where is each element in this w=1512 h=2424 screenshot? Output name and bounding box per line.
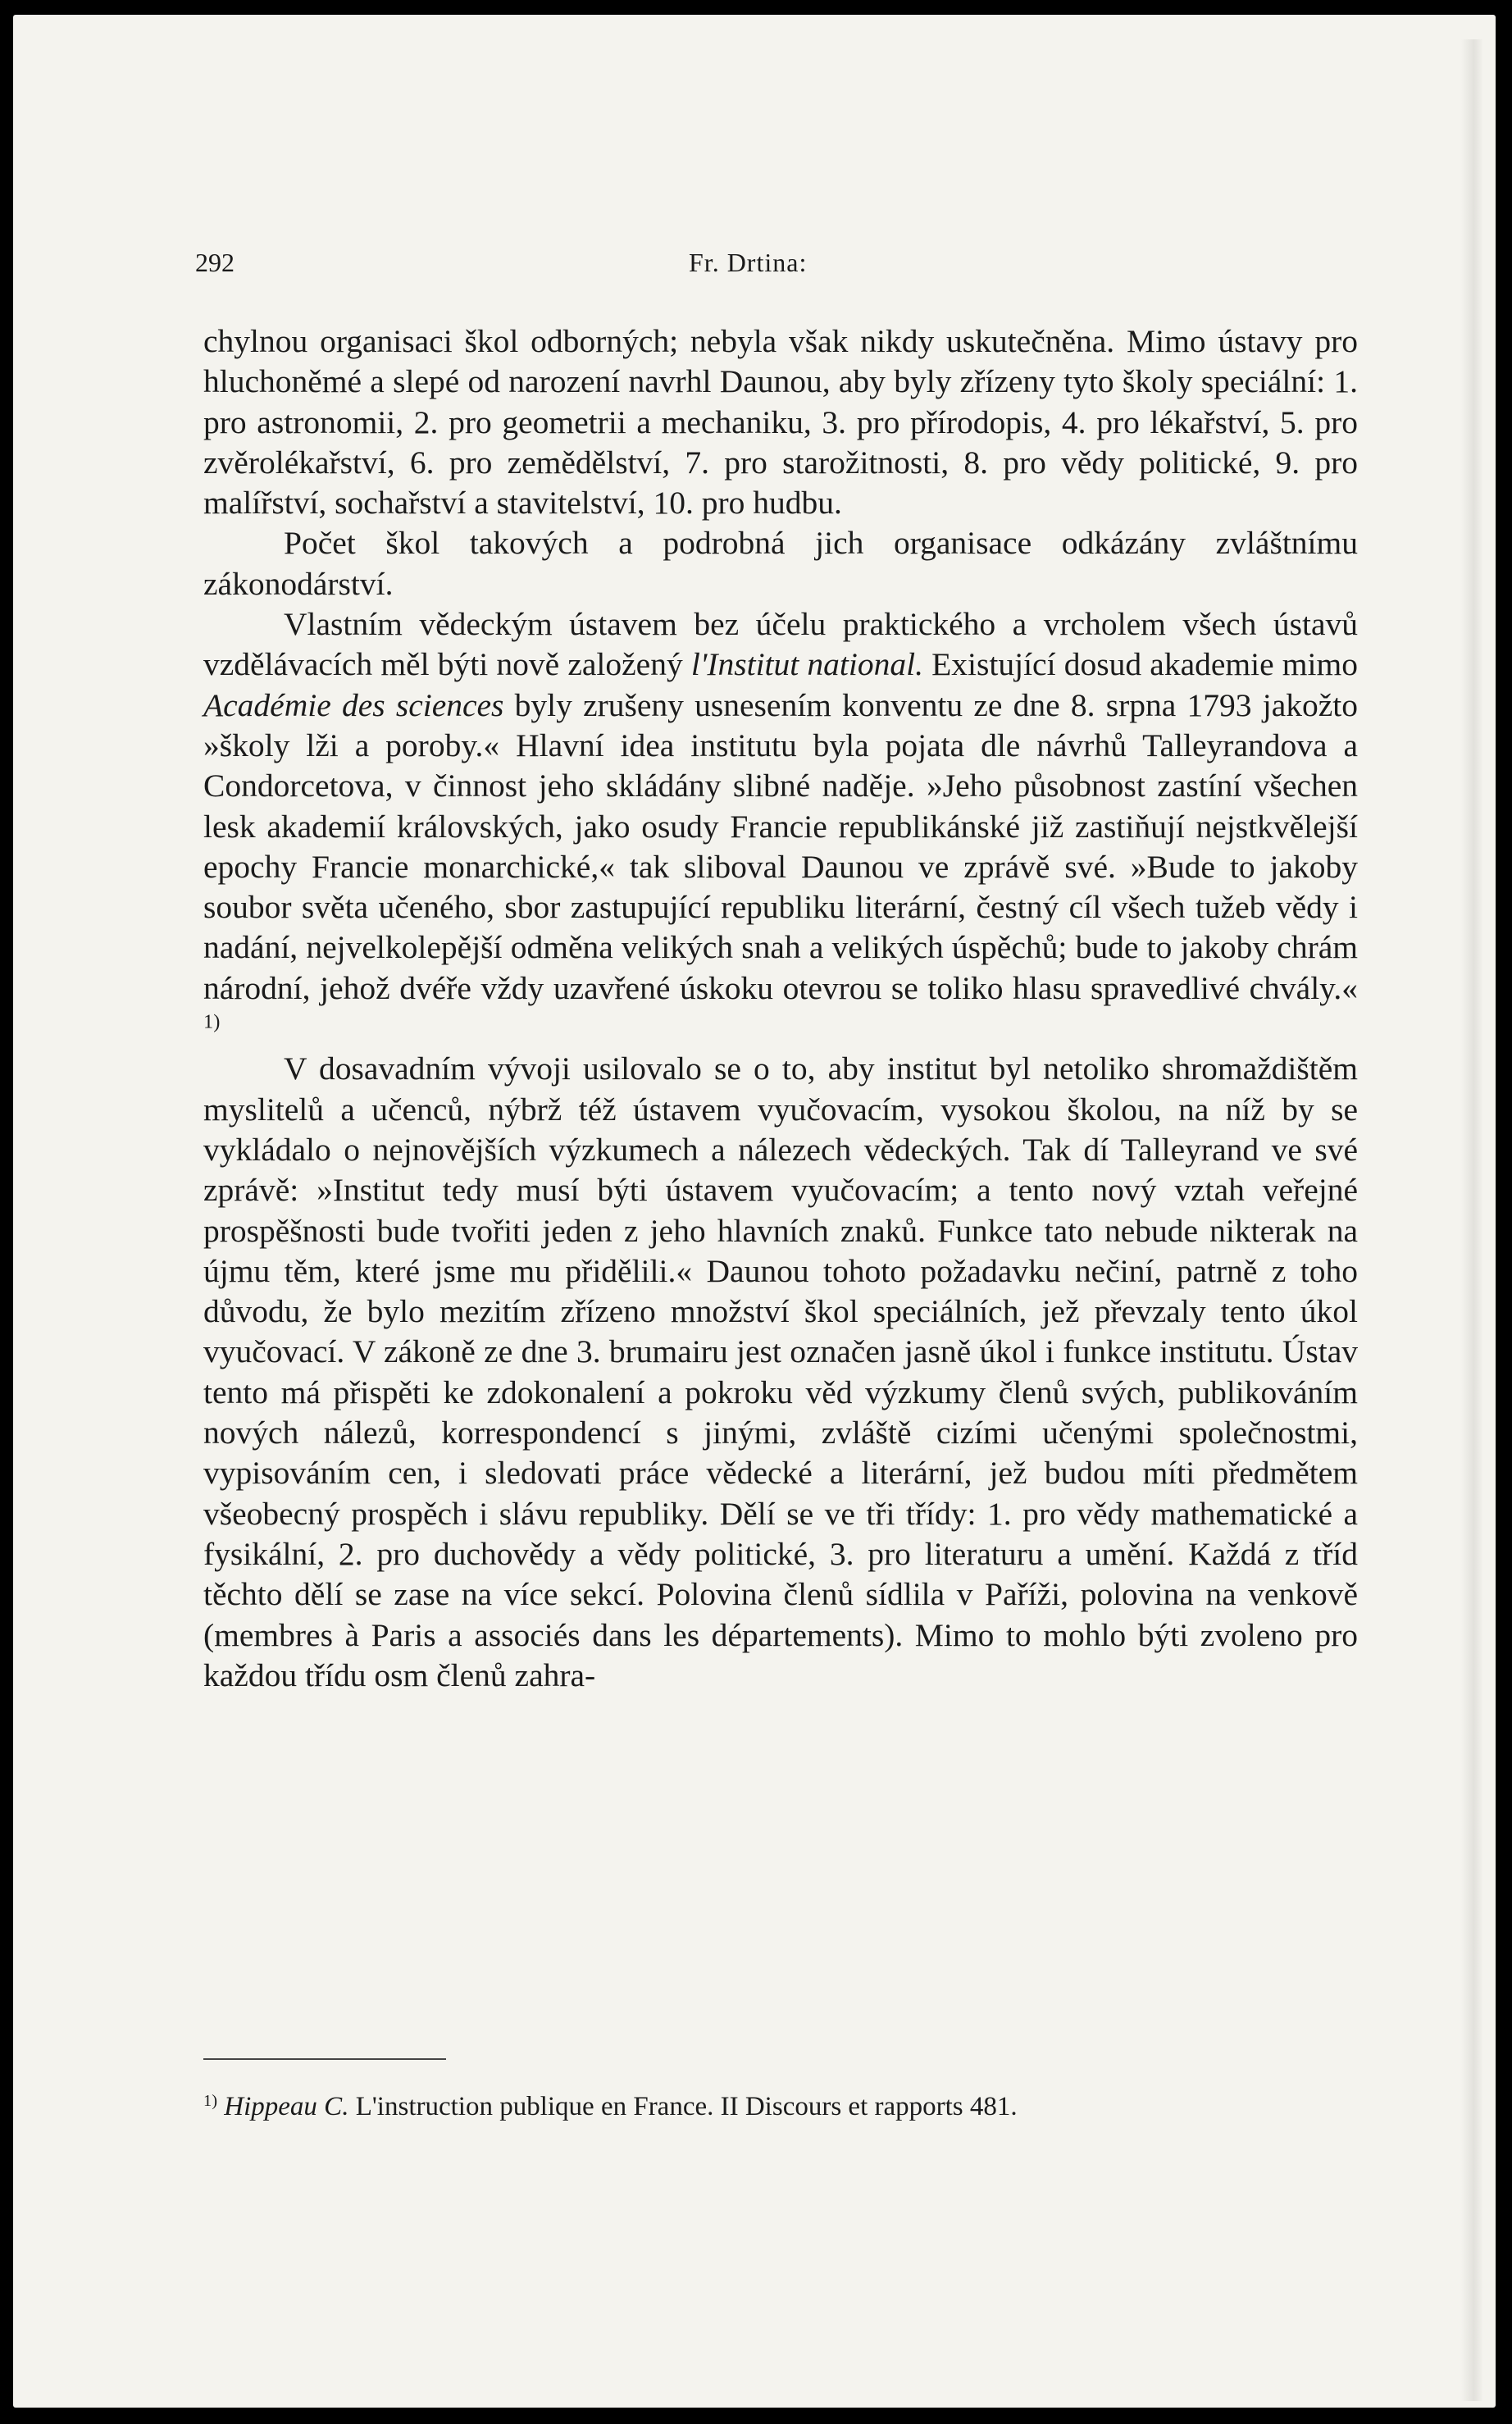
page-number: 292 [195, 248, 235, 277]
paragraph-3-text-b: Existující dosud akademie mimo [922, 646, 1358, 683]
paragraph-3-text-c: byly zrušeny usnesením konventu ze dne 8. srpna 1793 jakožto »školy lži a poroby.« Hlavní idea institutu byla pojata dle návrhů Talleyrandova a Condorcetova, v činnost jeho skládány slibné naděje. »Jeho působnost zastíní všechen lesk akademií královských, jako osudy Francie republikánské již zastiňují nejstkvělejší epochy Francie monarchické,« tak sliboval Daunou ve zprávě své. »Bude to jakoby soubor světa učeného, sbor zastupující republiku literární, čestný cíl všech tužeb vědy i nadání, nejvelkolepější odměna velikých snah a velikých úspěchů; bude to jakoby chrám národní, jehož dvéře vždy uzavřené úskoku otevrou se toliko hlasu spravedlivé chvály.« [203, 686, 1358, 1006]
page-edge-shadow [1461, 39, 1482, 2401]
running-head: Fr. Drtina: [689, 248, 808, 277]
footnote-author: Hippeau C. [224, 2092, 349, 2121]
institut-national-italic: l'Institut national. [690, 646, 923, 683]
paragraph-3-text-a: Vlastním vědeckým ústavem bez účelu praktického a vrcholem všech ústavů vzdělávacích měl býti nově založený [203, 606, 1358, 683]
paragraph-2: Počet škol takových a podrobná jich organisace odkázány zvláštnímu zákonodárství. [203, 525, 1358, 602]
academie-italic: Académie des sciences [203, 686, 504, 723]
paragraph-3 [203, 604, 1358, 1049]
footnote-marker: 1) [203, 2091, 218, 2110]
body-text [203, 321, 1358, 1696]
footnote-reference: 1) [203, 1010, 221, 1033]
paragraph-1: chylnou organisaci škol odborných; nebyla však nikdy uskutečněna. Mimo ústavy pro hluchoněmé a slepé od narození navrhl Daunou, aby byly zřízeny tyto školy speciální: 1. pro astronomii, 2. pro geometrii a mechaniku, 3. pro přírodopis, 4. pro lékařství, 5. pro zvěrolékařství, 6. pro zemědělství, 7. pro starožitnosti, 8. pro vědy politické, 9. pro malířství, sochařství a stavitelství, 10. pro hudbu. [203, 323, 1358, 522]
page-header [195, 248, 1359, 284]
footnote-rule [203, 2058, 446, 2060]
footnote [203, 2089, 1368, 2124]
footnote-text: L'instruction publique en France. II Discours et rapports 481. [348, 2092, 1018, 2121]
paragraph-4: V dosavadním vývoji usilovalo se o to, aby institut byl netoliko shromaždištěm myslitelů a učenců, nýbrž též ústavem vyučovacím, vysokou školou, na níž by se vykládalo o nejnovějších výzkumech a nálezech vědeckých. Tak dí Talleyrand ve své zprávě: »Institut tedy musí býti ústavem vyučovacím; a tento nový vztah veřejné prospěšnosti bude tvořiti jeden z jeho hlavních znaků. Funkce tato nebude nikterak na újmu těm, které jsme mu přidělili.« Daunou tohoto požadavku nečiní, patrně z toho důvodu, že bylo mezitím zřízeno množství škol speciálních, jež převzaly tento úkol vyučovací. V zákoně ze dne 3. brumairu jest označen jasně úkol i funkce institutu. Ústav tento má přispěti ke zdokonalení a pokroku věd výzkumy členů svých, publikováním nových nálezů, korrespondencí s jinými, zvláště cizími učenými společnostmi, vypisováním cen, i sledovati práce vědecké a literární, jež budou míti předmětem všeobecný prospěch i slávu republiky. Dělí se ve tři třídy: 1. pro vědy mathematické a fysikální, 2. pro duchovědy a vědy politické, 3. pro literaturu a umění. Každá z tříd těchto dělí se zase na více sekcí. Polovina členů sídlila v Paříži, polovina na venkově (membres à Paris a associés dans les départements). Mimo to mohlo býti zvoleno pro každou třídu osm členů zahra- [203, 1050, 1358, 1693]
